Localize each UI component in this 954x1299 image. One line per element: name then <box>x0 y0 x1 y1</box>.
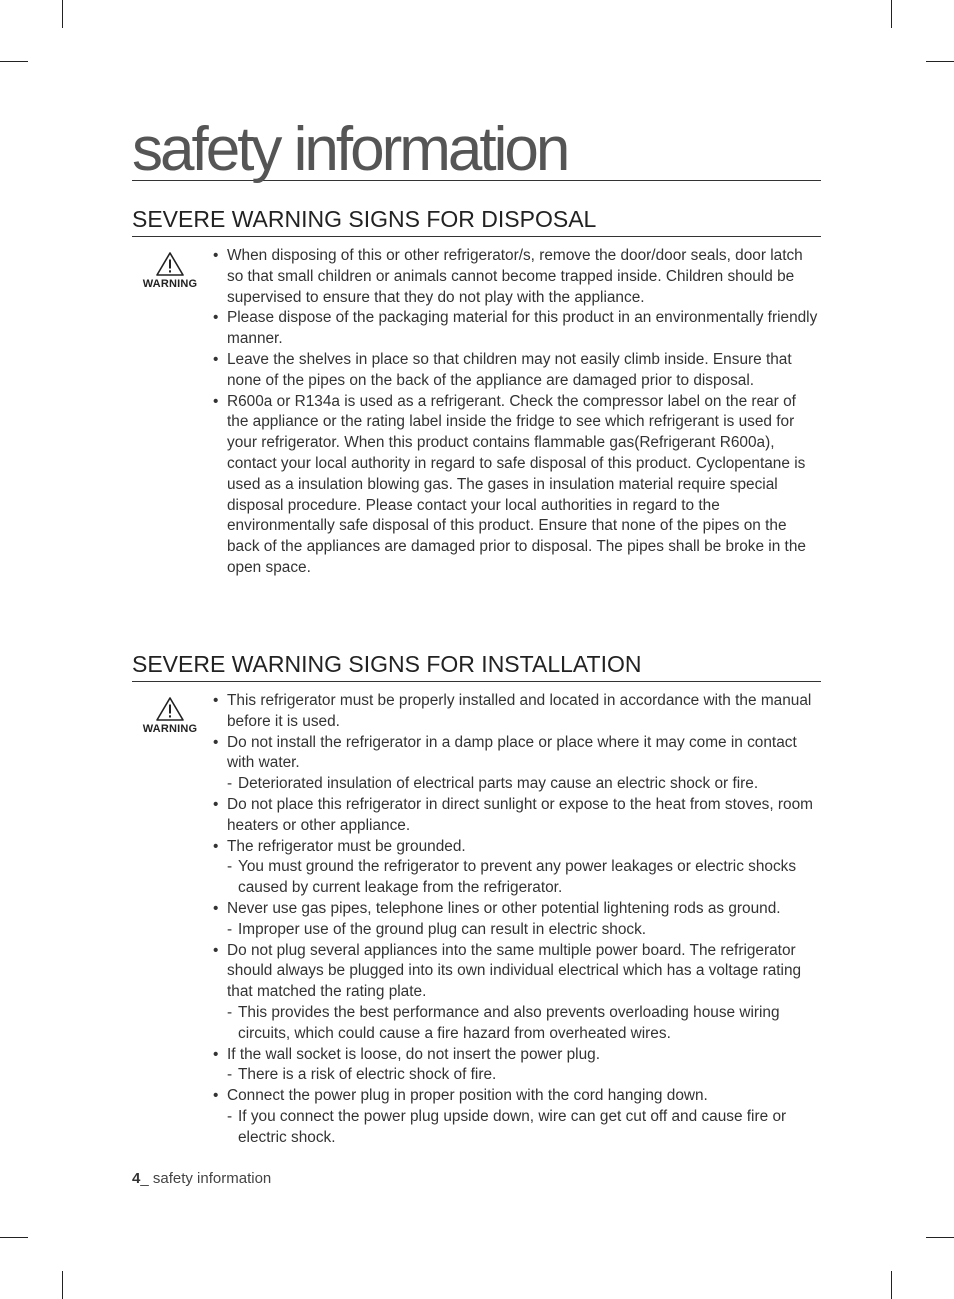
bullet-icon: • <box>213 392 219 410</box>
sub-item <box>227 857 821 899</box>
bullet-icon: • <box>213 899 219 917</box>
list-item <box>213 350 821 392</box>
sub-item-text: You must ground the refrigerator to prevent any power leakages or electric shocks caused by current leakage from the refrigerator. <box>238 858 797 897</box>
warning-label: WARNING <box>142 723 198 735</box>
warning-badge <box>132 696 208 735</box>
footer-separator: _ <box>140 1170 153 1187</box>
sub-item-text: Improper use of the ground plug can result in electric shock. <box>238 920 647 938</box>
list-item-text: Do not install the refrigerator in a damp place or place where it may come in contact with water. <box>227 733 797 772</box>
list-item-text: When disposing of this or other refrigerator/s, remove the door/door seals, door latch so that small children or animals cannot become trapped inside. Children should be supervised to ensure that they do not play with the appliance. <box>227 247 803 306</box>
crop-mark <box>62 0 63 28</box>
list-item-text: Never use gas pipes, telephone lines or other potential lightening rods as ground. <box>227 899 781 917</box>
list-item-text: Connect the power plug in proper position with the cord hanging down. <box>227 1087 708 1105</box>
dash-icon: - <box>227 858 233 876</box>
warning-triangle-icon <box>155 251 185 277</box>
sub-item-text: If you connect the power plug upside down, wire can get cut off and cause fire or electric shock. <box>238 1107 787 1146</box>
list-item <box>213 1086 821 1148</box>
list-item <box>213 837 821 899</box>
crop-mark <box>891 0 892 28</box>
bullet-icon: • <box>213 309 219 327</box>
page-footer <box>132 1170 271 1187</box>
sub-item-text: There is a risk of electric shock of fire. <box>238 1066 497 1084</box>
list-item-text: Do not plug several appliances into the same multiple power board. The refrigerator should always be plugged into its own individual electrical which has a voltage rating that matched the rating plate. <box>227 941 802 1001</box>
dash-icon: - <box>227 920 233 938</box>
bullet-icon: • <box>213 795 219 813</box>
section-body <box>132 237 821 579</box>
list-item <box>213 941 821 1045</box>
section-title: SEVERE WARNING SIGNS FOR INSTALLATION <box>132 650 821 682</box>
list-item-text: Please dispose of the packaging material for this product in an environmentally friendly manner. <box>227 309 818 348</box>
dash-icon: - <box>227 1066 233 1084</box>
sub-item-text: Deteriorated insulation of electrical parts may cause an electric shock or fire. <box>238 775 759 793</box>
page-title: safety information <box>132 120 821 181</box>
sub-item <box>227 1107 821 1149</box>
bullet-icon: • <box>213 837 219 855</box>
bullet-icon: • <box>213 350 219 368</box>
bullet-icon: • <box>213 247 219 264</box>
list-item-text: This refrigerator must be properly installed and located in accordance with the manual before it is used. <box>227 692 812 730</box>
warning-label: WARNING <box>142 278 198 290</box>
dash-icon: - <box>227 775 233 793</box>
bullet-icon: • <box>213 733 219 751</box>
list-item <box>213 1045 821 1087</box>
crop-mark <box>62 1271 63 1299</box>
list-item-text: If the wall socket is loose, do not insert the power plug. <box>227 1045 600 1063</box>
list-item-text: The refrigerator must be grounded. <box>227 837 466 855</box>
list-item-text: Leave the shelves in place so that children may not easily climb inside. Ensure that none of the pipes on the back of the appliance are damaged prior to disposal. <box>227 350 792 389</box>
list-item-text: R600a or R134a is used as a refrigerant. Check the compressor label on the rear of the appliance or the rating label inside the fridge to see which refrigerant is used for your refrigerator. When this product contains flammable gas(Refrigerant R600a), contact your local authority in regard to safe disposal of this product. Cyclopentane is used as a insulation blowing gas. The gases in insulation material require special disposal procedure. Please contact your local authorities in regard to the environmentally safe disposal of this product. Ensure that none of the pipes on the back of the appliances are damaged prior to disposal. The pipes shall be broke in the open space. <box>227 392 806 576</box>
list-item <box>213 308 821 350</box>
crop-mark <box>891 1271 892 1299</box>
warning-badge <box>132 251 208 290</box>
crop-mark <box>0 61 28 62</box>
crop-mark <box>926 1237 954 1238</box>
list-item <box>213 733 821 795</box>
warning-triangle-icon <box>155 696 185 722</box>
section-disposal <box>132 205 821 579</box>
bullet-icon: • <box>213 941 219 959</box>
bullet-icon: • <box>213 1087 219 1105</box>
section-title: SEVERE WARNING SIGNS FOR DISPOSAL <box>132 205 821 237</box>
sub-item <box>227 1003 821 1045</box>
list-item <box>213 392 821 579</box>
sub-item <box>227 774 821 795</box>
sub-item-text: This provides the best performance and also prevents overloading house wiring circuits, which could cause a fire hazard from overheated wires. <box>238 1003 780 1042</box>
list-item <box>213 899 821 941</box>
list-item <box>213 795 821 837</box>
list-item <box>213 691 821 733</box>
footer-label: safety information <box>152 1170 272 1187</box>
section-installation <box>132 650 821 1149</box>
list-item <box>213 246 821 308</box>
bullet-icon: • <box>213 1045 219 1063</box>
page-number: 4 <box>132 1170 141 1187</box>
section-body <box>132 682 821 1149</box>
dash-icon: - <box>227 1107 233 1125</box>
list-item-text: Do not place this refrigerator in direct sunlight or expose to the heat from stoves, room heaters or other appliance. <box>227 795 813 834</box>
sub-item <box>227 1065 821 1086</box>
sub-item <box>227 920 821 941</box>
bullet-list <box>213 237 821 579</box>
bullet-icon: • <box>213 692 219 709</box>
crop-mark <box>926 61 954 62</box>
bullet-list <box>213 682 821 1149</box>
dash-icon: - <box>227 1003 233 1021</box>
crop-mark <box>0 1237 28 1238</box>
